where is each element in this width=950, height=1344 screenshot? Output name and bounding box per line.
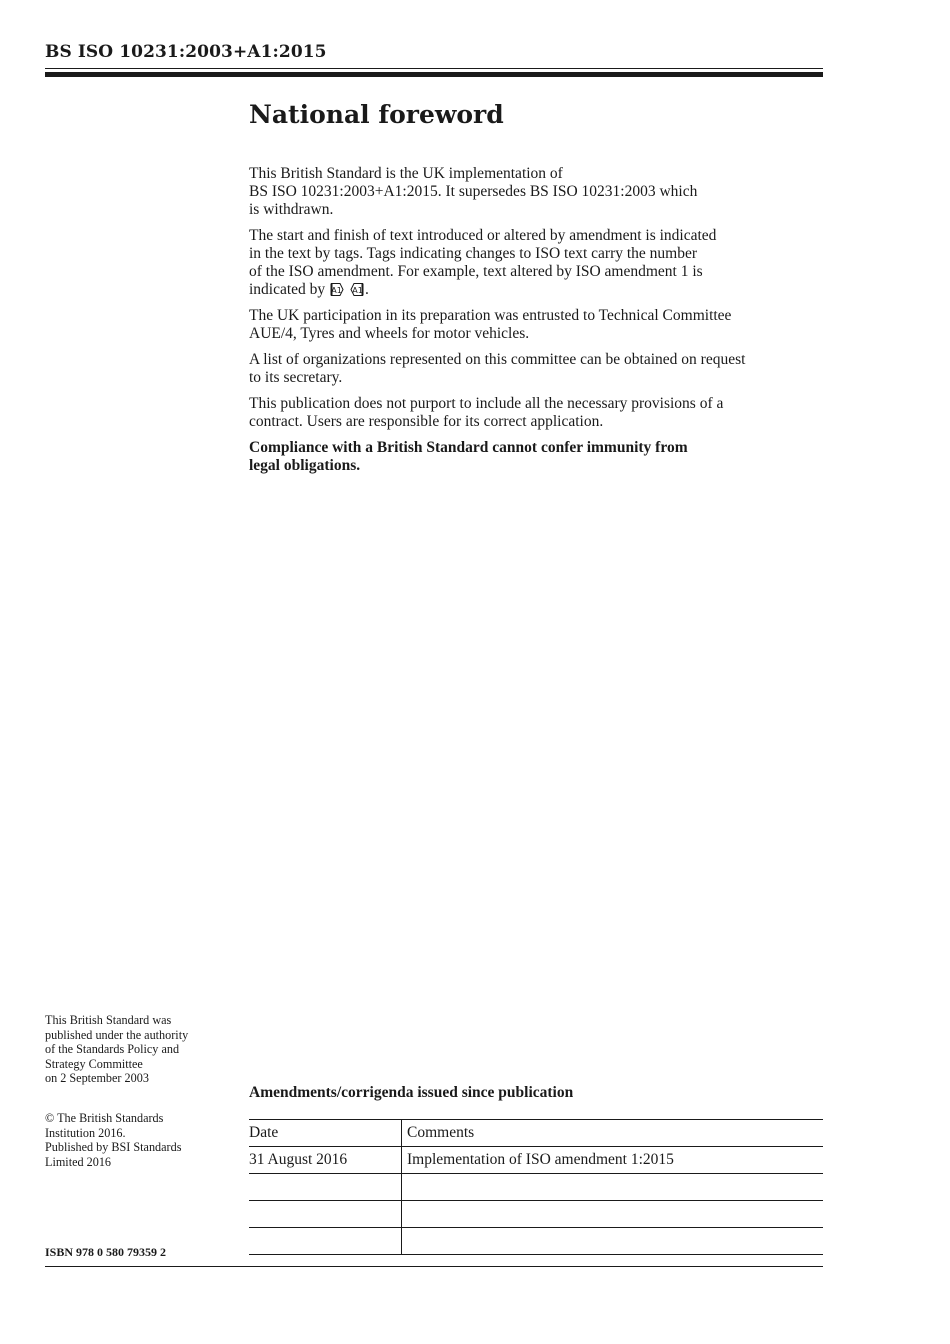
header-rule-thick (45, 72, 823, 77)
copyright-note: © The British Standards Institution 2016. Published by BSI Standards Limited 2016 (45, 1111, 182, 1169)
paragraph-contract: This publication does not purport to include all the necessary provisions of a contract. Users are responsible for its correct application. (249, 395, 724, 430)
amendment-date (249, 1174, 402, 1201)
amendment-start-tag-icon (330, 283, 344, 296)
table-row (249, 1174, 823, 1201)
amendment-date (249, 1201, 402, 1228)
page-title: National foreword (249, 100, 504, 129)
document-code: BS ISO 10231:2003+A1:2015 (45, 42, 327, 62)
paragraph-amendment-tags-end: . (364, 281, 369, 298)
paragraph-amendment-tags (249, 227, 829, 299)
table-row (249, 1147, 823, 1174)
amendments-table (249, 1119, 823, 1255)
header-rule-thin (45, 68, 823, 69)
table-header-row (249, 1120, 823, 1147)
amendment-date: 31 August 2016 (249, 1147, 402, 1174)
amendment-date (249, 1228, 402, 1255)
amendments-heading: Amendments/corrigenda issued since publication (249, 1084, 574, 1101)
table-row (249, 1228, 823, 1255)
paragraph-amendment-tags-text: The start and finish of text introduced or altered by amendment is indicated in the text by tags. Tags indicating changes to ISO text carry the number of the ISO amendment. For example, text altered by ISO amendment 1 is indicated by (249, 227, 717, 298)
paragraph-organizations: A list of organizations represented on this committee can be obtained on request to its secretary. (249, 351, 746, 386)
amendment-end-tag-icon (350, 283, 364, 296)
amendment-start-tag-label: A1 (331, 286, 342, 295)
column-header-date: Date (249, 1120, 402, 1147)
paragraph-committee: The UK participation in its preparation was entrusted to Technical Committee AUE/4, Tyres and wheels for motor vehicles. (249, 307, 732, 342)
amendment-comment (402, 1201, 824, 1228)
footer-rule (45, 1266, 823, 1267)
paragraph-compliance: Compliance with a British Standard cannot confer immunity from legal obligations. (249, 439, 688, 474)
amendment-comment: Implementation of ISO amendment 1:2015 (402, 1147, 824, 1174)
amendment-comment (402, 1174, 824, 1201)
table-row (249, 1201, 823, 1228)
isbn: ISBN 978 0 580 79359 2 (45, 1245, 167, 1259)
amendment-end-tag-label: A1 (352, 286, 363, 295)
publication-note: This British Standard was published under the authority of the Standards Policy and Strategy Committee on 2 September 2003 (45, 1013, 189, 1085)
foreword-body (249, 165, 829, 483)
amendment-comment (402, 1228, 824, 1255)
paragraph-implementation: This British Standard is the UK implementation of BS ISO 10231:2003+A1:2015. It supersedes BS ISO 10231:2003 which is withdrawn. (249, 165, 698, 218)
column-header-comments: Comments (402, 1120, 824, 1147)
